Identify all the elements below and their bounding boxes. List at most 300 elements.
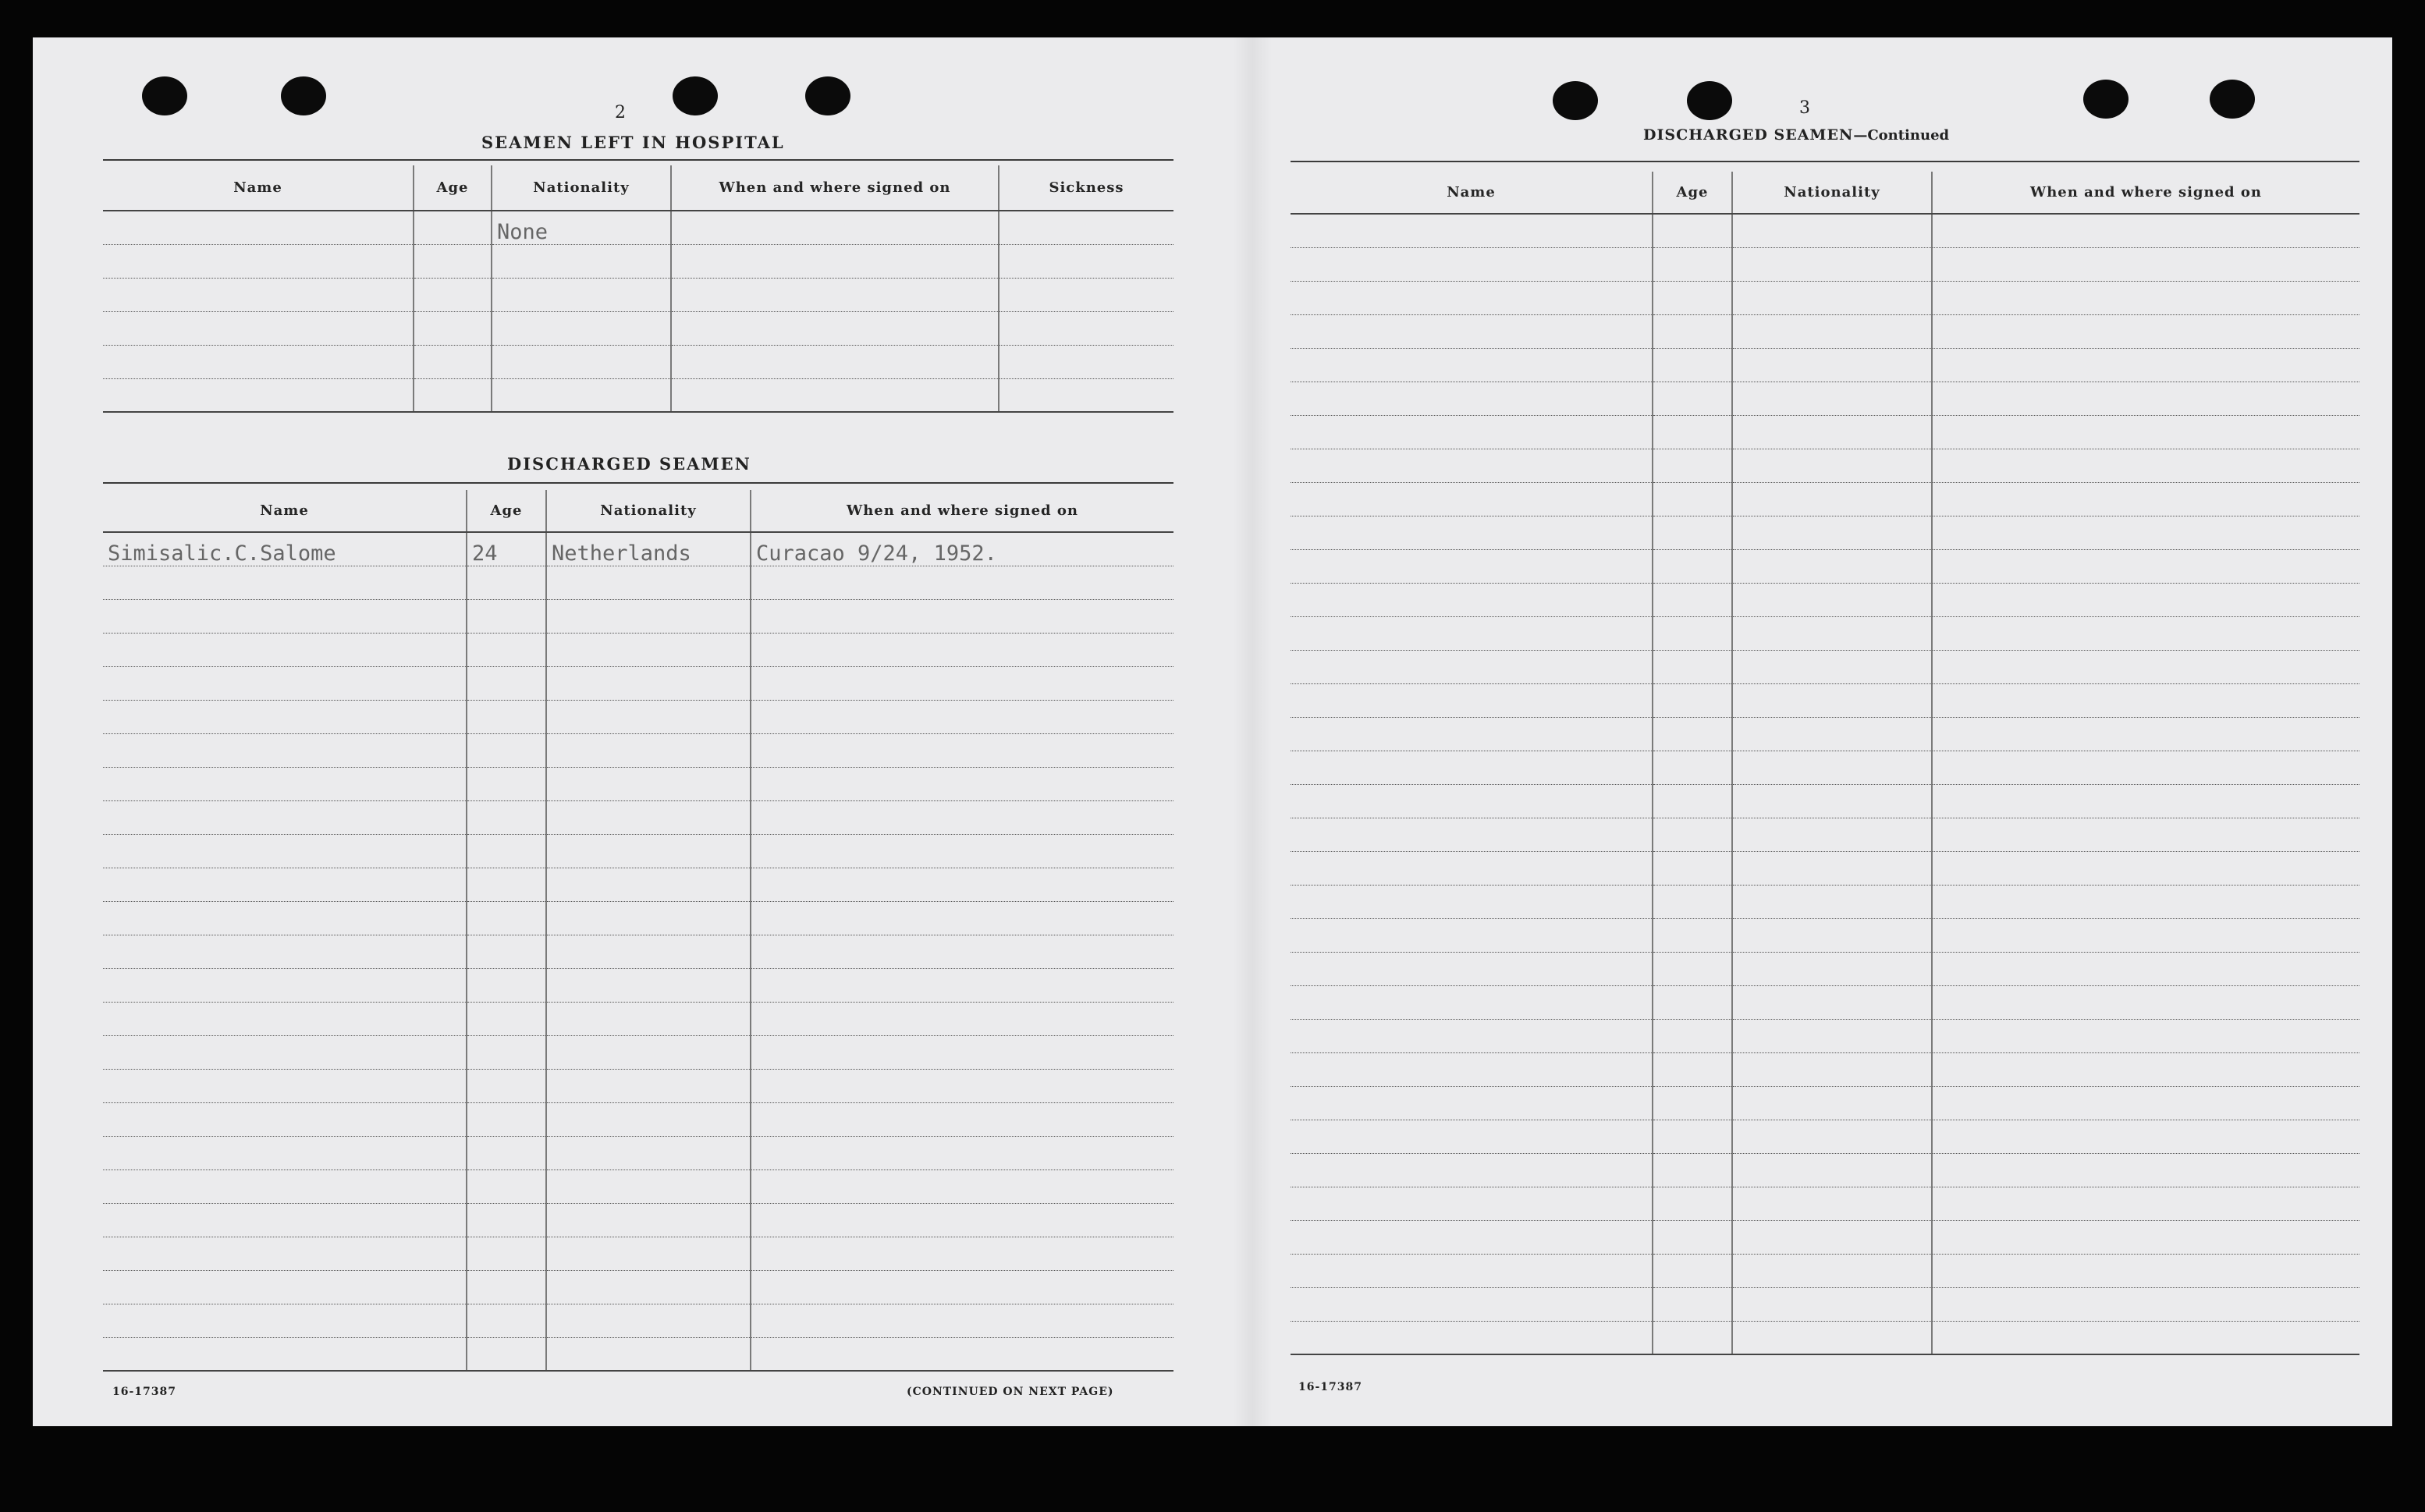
table-cell [546, 968, 751, 1002]
table-row [103, 1069, 1173, 1102]
table-row [1291, 415, 2359, 449]
table-cell [751, 1069, 1173, 1102]
table-cell [1291, 650, 1653, 683]
table-cell [1732, 247, 1932, 281]
table-cell [1932, 1321, 2359, 1354]
table-cell [1653, 1052, 1732, 1086]
table-cell [103, 1337, 467, 1371]
page-fold [1233, 37, 1272, 1426]
table-cell [1291, 348, 1653, 382]
table-row [1291, 717, 2359, 751]
table-cell [1291, 717, 1653, 751]
table-row [1291, 516, 2359, 549]
table-row [103, 901, 1173, 935]
table-cell [1291, 482, 1653, 516]
table-cell [1932, 1187, 2359, 1220]
table-cell [103, 1169, 467, 1203]
column-header: Sickness [999, 165, 1173, 211]
table-cell [1653, 1086, 1732, 1120]
table-cell [1653, 616, 1732, 650]
table-cell [414, 244, 492, 278]
table-cell [414, 311, 492, 345]
table-cell [467, 935, 546, 968]
table-row [103, 244, 1173, 278]
table-cell [467, 633, 546, 666]
table-cell [103, 1102, 467, 1136]
table-row [1291, 1052, 2359, 1086]
table-cell [467, 1169, 546, 1203]
table-cell: 24 [467, 532, 546, 566]
table-cell [1732, 415, 1932, 449]
table-cell [1732, 717, 1932, 751]
table-cell [1291, 516, 1653, 549]
table-cell [1932, 1254, 2359, 1287]
table-cell [751, 1304, 1173, 1337]
table-cell [546, 1035, 751, 1069]
table-cell [467, 800, 546, 834]
table-cell [1932, 449, 2359, 482]
table-row [1291, 818, 2359, 851]
table-cell [1653, 1220, 1732, 1254]
table-cell [1653, 583, 1732, 616]
table-cell [1291, 1254, 1653, 1287]
table-cell [999, 244, 1173, 278]
table-row [103, 834, 1173, 868]
table-cell [1291, 818, 1653, 851]
table-cell [1732, 918, 1932, 952]
discharged-top-rule [103, 482, 1173, 484]
table-cell [467, 1237, 546, 1270]
table-cell [103, 211, 414, 244]
table-cell [103, 278, 414, 311]
table-row [1291, 885, 2359, 918]
table-cell [546, 700, 751, 733]
table-cell [1732, 952, 1932, 985]
table-row [1291, 616, 2359, 650]
table-cell [1291, 214, 1653, 247]
table-cell [1732, 1187, 1932, 1220]
table-row [103, 566, 1173, 599]
table-row [1291, 583, 2359, 616]
table-row [1291, 1019, 2359, 1052]
table-cell [546, 834, 751, 868]
table-cell [1932, 516, 2359, 549]
table-row [103, 1102, 1173, 1136]
table-cell [1932, 1019, 2359, 1052]
table-cell [1653, 382, 1732, 415]
table-cell [671, 211, 999, 244]
table-cell [1732, 751, 1932, 784]
hospital-section-title: SEAMEN LEFT IN HOSPITAL [481, 133, 785, 152]
punch-hole [673, 76, 718, 115]
column-header: When and where signed on [751, 490, 1173, 532]
table-row [1291, 851, 2359, 885]
table-cell [103, 733, 467, 767]
table-cell [1932, 650, 2359, 683]
table-cell [1732, 1321, 1932, 1354]
table-cell [1653, 449, 1732, 482]
table-row [103, 666, 1173, 700]
table-cell [1932, 214, 2359, 247]
table-cell [1291, 1052, 1653, 1086]
table-cell [1932, 482, 2359, 516]
table-cell [1291, 1287, 1653, 1321]
table-cell [1932, 415, 2359, 449]
table-row [103, 311, 1173, 345]
table-cell [1932, 247, 2359, 281]
table-cell [103, 1237, 467, 1270]
table-cell [1932, 1120, 2359, 1153]
table-cell [546, 566, 751, 599]
table-cell [103, 968, 467, 1002]
table-cell [1932, 1153, 2359, 1187]
table-row [1291, 1153, 2359, 1187]
table-row [103, 211, 1173, 244]
table-cell [492, 311, 671, 345]
table-cell [546, 1069, 751, 1102]
table-cell [1653, 818, 1732, 851]
table-cell [1732, 382, 1932, 415]
table-cell [103, 1002, 467, 1035]
table-cell [751, 1136, 1173, 1169]
table-cell [467, 733, 546, 767]
table-cell [467, 599, 546, 633]
table-cell [467, 1002, 546, 1035]
table-cell [1291, 1120, 1653, 1153]
table-cell [546, 1002, 751, 1035]
table-cell [1932, 583, 2359, 616]
table-cell [751, 633, 1173, 666]
table-cell [1732, 985, 1932, 1019]
table-cell [1653, 1287, 1732, 1321]
table-row [103, 1002, 1173, 1035]
table-row [1291, 482, 2359, 516]
table-cell [1732, 214, 1932, 247]
table-cell [103, 1035, 467, 1069]
punch-hole [281, 76, 326, 115]
table-cell [1932, 751, 2359, 784]
table-cell [1732, 1153, 1932, 1187]
table-cell [467, 1102, 546, 1136]
column-header: When and where signed on [1932, 172, 2359, 214]
table-cell [546, 1304, 751, 1337]
table-row [1291, 314, 2359, 348]
table-row [103, 633, 1173, 666]
table-cell [546, 733, 751, 767]
table-cell [103, 1270, 467, 1304]
table-cell [1653, 214, 1732, 247]
punch-hole [2210, 80, 2255, 119]
column-header: Name [1291, 172, 1653, 214]
hospital-table [103, 165, 1173, 413]
table-cell [671, 311, 999, 345]
table-cell [1732, 1019, 1932, 1052]
table-cell [492, 278, 671, 311]
table-cell [103, 1203, 467, 1237]
table-cell [751, 968, 1173, 1002]
table-cell [751, 1270, 1173, 1304]
table-cell [751, 800, 1173, 834]
table-cell [1653, 415, 1732, 449]
punch-hole [1687, 81, 1732, 120]
table-cell [1653, 751, 1732, 784]
table-cell [103, 666, 467, 700]
table-cell [1653, 549, 1732, 583]
column-header: Nationality [1732, 172, 1932, 214]
table-cell [414, 378, 492, 412]
column-header: Age [414, 165, 492, 211]
continued-note: (CONTINUED ON NEXT PAGE) [907, 1386, 1114, 1398]
table-cell [1732, 516, 1932, 549]
column-header: Nationality [492, 165, 671, 211]
table-row [103, 1035, 1173, 1069]
table-cell [1291, 1153, 1653, 1187]
table-cell [1291, 751, 1653, 784]
table-cell [546, 599, 751, 633]
table-cell [1653, 717, 1732, 751]
table-cell [1732, 348, 1932, 382]
table-cell [999, 278, 1173, 311]
column-header: Nationality [546, 490, 751, 532]
table-row [1291, 1287, 2359, 1321]
ledger-sheet [33, 37, 2392, 1426]
table-cell [103, 700, 467, 733]
table-row [103, 733, 1173, 767]
table-cell [1932, 918, 2359, 952]
table-cell [467, 868, 546, 901]
table-cell [1291, 583, 1653, 616]
table-cell [1932, 348, 2359, 382]
table-cell [1291, 918, 1653, 952]
continued-top-rule [1291, 161, 2359, 162]
table-cell [103, 834, 467, 868]
table-cell [751, 700, 1173, 733]
table-row [103, 378, 1173, 412]
table-cell [1291, 1086, 1653, 1120]
table-cell [1291, 952, 1653, 985]
table-cell [546, 1169, 751, 1203]
table-cell [1291, 449, 1653, 482]
table-cell [467, 1270, 546, 1304]
table-cell [1732, 851, 1932, 885]
table-cell [546, 800, 751, 834]
table-row [1291, 650, 2359, 683]
continued-discharged-table [1291, 172, 2359, 1355]
table-row [103, 1337, 1173, 1371]
table-cell [1932, 683, 2359, 717]
table-cell: Curacao 9/24, 1952. [751, 532, 1173, 566]
table-cell [467, 968, 546, 1002]
table-cell [546, 1136, 751, 1169]
table-cell [1291, 247, 1653, 281]
discharged-continued-suffix: —Continued [1853, 127, 1950, 144]
table-cell [1653, 1019, 1732, 1052]
table-cell [1653, 281, 1732, 314]
table-cell [414, 211, 492, 244]
punch-hole [805, 76, 850, 115]
table-cell [103, 633, 467, 666]
table-row [103, 1270, 1173, 1304]
table-cell [751, 834, 1173, 868]
table-row [1291, 985, 2359, 1019]
table-cell [671, 378, 999, 412]
table-cell [467, 1337, 546, 1371]
table-cell [1732, 650, 1932, 683]
table-cell [751, 1237, 1173, 1270]
table-cell [1932, 885, 2359, 918]
table-row [103, 868, 1173, 901]
table-cell [1653, 247, 1732, 281]
table-cell [1653, 1187, 1732, 1220]
table-cell [103, 1304, 467, 1337]
table-cell [103, 901, 467, 935]
table-cell [103, 599, 467, 633]
punch-hole [142, 76, 187, 115]
table-cell [467, 566, 546, 599]
table-cell [1932, 985, 2359, 1019]
table-cell [1653, 516, 1732, 549]
table-cell [1653, 1153, 1732, 1187]
table-cell [751, 901, 1173, 935]
table-cell [1732, 784, 1932, 818]
table-cell [751, 868, 1173, 901]
table-row [1291, 751, 2359, 784]
punch-hole [2083, 80, 2129, 119]
table-row [1291, 449, 2359, 482]
table-cell [1732, 549, 1932, 583]
table-cell [1932, 1052, 2359, 1086]
table-cell [1932, 1086, 2359, 1120]
table-cell [751, 1002, 1173, 1035]
table-cell [1653, 683, 1732, 717]
table-cell [546, 901, 751, 935]
table-cell [1291, 1220, 1653, 1254]
table-cell [751, 1035, 1173, 1069]
table-cell [1653, 482, 1732, 516]
table-row [103, 1169, 1173, 1203]
table-row [103, 1203, 1173, 1237]
table-cell [671, 345, 999, 378]
table-cell [751, 599, 1173, 633]
table-cell [103, 311, 414, 345]
table-cell [999, 378, 1173, 412]
table-row [1291, 348, 2359, 382]
table-cell [1653, 784, 1732, 818]
column-header: Name [103, 165, 414, 211]
table-row [1291, 1220, 2359, 1254]
table-cell [1932, 818, 2359, 851]
table-cell [1653, 885, 1732, 918]
punch-hole [1553, 81, 1598, 120]
table-row [1291, 1120, 2359, 1153]
table-cell [671, 278, 999, 311]
table-cell [103, 345, 414, 378]
table-cell [1732, 1120, 1932, 1153]
table-cell [751, 1169, 1173, 1203]
table-cell [1932, 382, 2359, 415]
table-cell [1732, 314, 1932, 348]
table-cell [1932, 1220, 2359, 1254]
table-cell [467, 1035, 546, 1069]
table-row [1291, 214, 2359, 247]
table-row [103, 345, 1173, 378]
table-cell [1291, 415, 1653, 449]
table-cell [492, 345, 671, 378]
discharged-section-title: DISCHARGED SEAMEN [507, 454, 751, 474]
table-cell [467, 1304, 546, 1337]
table-cell [492, 378, 671, 412]
table-cell [1653, 985, 1732, 1019]
table-cell [1291, 683, 1653, 717]
table-cell [103, 868, 467, 901]
page-number-right: 3 [1799, 98, 1810, 118]
table-cell [1291, 616, 1653, 650]
table-cell [1932, 952, 2359, 985]
table-row [103, 1237, 1173, 1270]
table-cell [751, 1102, 1173, 1136]
table-row [103, 1136, 1173, 1169]
table-cell [1291, 1321, 1653, 1354]
table-cell [1291, 314, 1653, 348]
form-number-right: 16-17387 [1298, 1381, 1362, 1393]
table-cell [751, 1337, 1173, 1371]
column-header: Name [103, 490, 467, 532]
table-cell [546, 868, 751, 901]
table-cell [546, 1337, 751, 1371]
table-cell [1932, 314, 2359, 348]
table-cell [751, 935, 1173, 968]
table-cell [103, 244, 414, 278]
table-cell [1732, 616, 1932, 650]
table-cell [1653, 348, 1732, 382]
table-row [1291, 382, 2359, 415]
table-row [1291, 683, 2359, 717]
table-cell [751, 1203, 1173, 1237]
table-cell [1932, 616, 2359, 650]
table-cell [467, 901, 546, 935]
table-cell [1653, 851, 1732, 885]
table-cell [1653, 650, 1732, 683]
table-cell [467, 666, 546, 700]
table-cell [1732, 281, 1932, 314]
table-row [1291, 952, 2359, 985]
table-cell [103, 800, 467, 834]
table-cell [1291, 549, 1653, 583]
table-cell [1732, 1287, 1932, 1321]
table-row [1291, 784, 2359, 818]
table-row [103, 1304, 1173, 1337]
table-cell [1291, 784, 1653, 818]
table-row [103, 532, 1173, 566]
table-row [103, 935, 1173, 968]
table-cell [103, 378, 414, 412]
table-row [103, 767, 1173, 800]
table-row [1291, 1321, 2359, 1354]
table-cell [546, 1102, 751, 1136]
table-cell [546, 1203, 751, 1237]
table-cell [999, 311, 1173, 345]
table-cell [467, 1136, 546, 1169]
discharged-continued-title [1643, 126, 1949, 144]
table-cell [546, 767, 751, 800]
table-cell [1291, 885, 1653, 918]
column-header: When and where signed on [671, 165, 999, 211]
table-cell [999, 211, 1173, 244]
table-cell [467, 834, 546, 868]
table-cell [751, 767, 1173, 800]
table-cell [1653, 1120, 1732, 1153]
table-cell [1932, 1287, 2359, 1321]
